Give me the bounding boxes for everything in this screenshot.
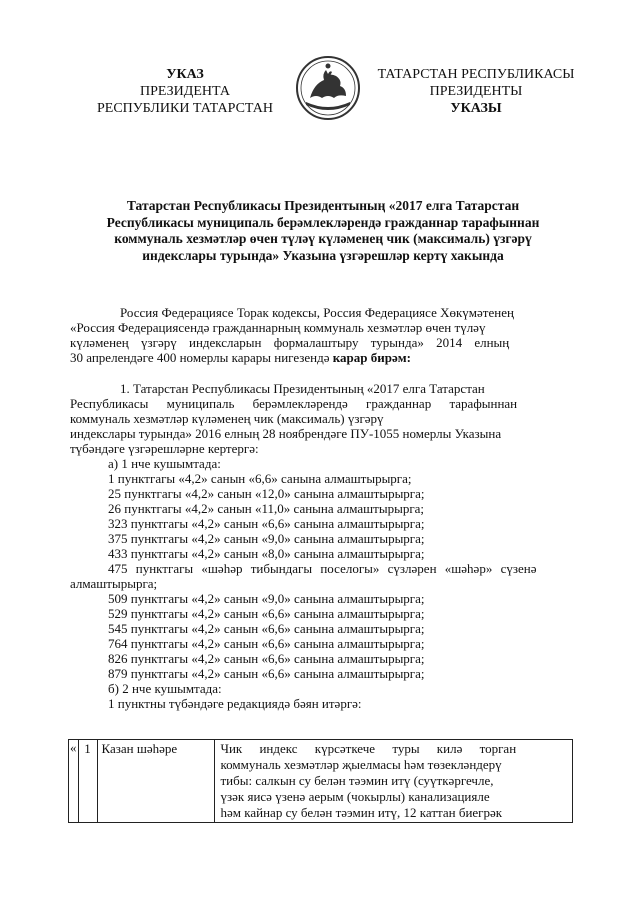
list-item: 25 пунктгагы «4,2» санын «12,0» санына алмаштырырга; <box>108 486 425 501</box>
header-left-line: ПРЕЗИДЕНТА <box>140 84 230 99</box>
table-cell-description <box>214 740 573 823</box>
subsection-heading: а) 1 нче кушымтада: <box>108 456 221 471</box>
title-line: Татарстан Республикасы Президентының «2017 елга Татарстан <box>126 198 520 213</box>
preamble-line: 30 апрелендәге 400 номерлы карары нигезендә <box>70 350 330 365</box>
header-right-line: УКАЗЫ <box>450 101 502 116</box>
title-line: Республикасы муниципаль берәмлекләрендә гражданнар тарафыннан <box>106 214 540 230</box>
table-row <box>69 740 573 823</box>
main-line: коммуналь хезмәтләр күләменең чик (максималь) үзгәрү <box>70 411 384 426</box>
list-item: 433 пунктгагы «4,2» санын «8,0» санына алмаштырырга; <box>108 546 425 561</box>
list-item: 826 пунктгагы «4,2» санын «6,6» санына алмаштырырга; <box>108 651 425 666</box>
list-item: 475 пунктгагы «шәһәр тибындагы поселогы» сүзләрен «шәһәр» сүзенә <box>108 561 537 576</box>
list-item: 323 пунктгагы «4,2» санын «6,6» санына алмаштырырга; <box>108 516 425 531</box>
preamble-line-last <box>70 350 576 365</box>
subsection-heading: б) 2 нче кушымтада: <box>108 681 222 696</box>
list-item: 1 пунктны түбәндәге редакциядә бәян итәргә: <box>108 696 362 711</box>
header-right-line: ТАТАРСТАН РЕСПУБЛИКАСЫ <box>377 67 575 82</box>
main-body <box>70 381 576 711</box>
title-line: индекслары турында» Указына үзгәрешләр кертү хакында <box>142 247 504 263</box>
main-line: 1. Татарстан Республикасы Президентының «2017 елга Татарстан <box>120 381 485 396</box>
table-open-quote: « <box>69 740 79 823</box>
list-item: 26 пунктгагы «4,2» санын «11,0» санына алмаштырырга; <box>108 501 425 516</box>
title-line: коммуналь хезмәтләр өчен түләү күләменең чик (максималь) үзгәрү <box>114 231 532 246</box>
preamble-line: күләменең үзгәрү индексларын формалаштыру турында» 2014 елның <box>70 335 510 350</box>
list-item: 1 пунктгагы «4,2» санын «6,6» санына алмаштырырга; <box>108 471 412 486</box>
desc-line: үзәк яисә үзенә аерым (чокырлы) канализацияле <box>220 789 490 804</box>
main-line: түбәндәге үзгәрешләрне кертергә: <box>70 441 259 456</box>
document-title <box>70 198 576 264</box>
table-cell-city: Казан шәһәре <box>97 740 214 823</box>
list-item: 529 пунктгагы «4,2» санын «6,6» санына алмаштырырга; <box>108 606 425 621</box>
header-left-line: УКАЗ <box>166 67 204 82</box>
list-item: 764 пунктгагы «4,2» санын «6,6» санына алмаштырырга; <box>108 636 425 651</box>
list-item: 879 пунктгагы «4,2» санын «6,6» санына алмаштырырга; <box>108 666 425 681</box>
desc-line: тибы: салкын су белән тәэмин итү (суүткәргечле, <box>220 773 494 788</box>
list-item: 545 пунктгагы «4,2» санын «6,6» санына алмаштырырга; <box>108 621 425 636</box>
list-item: 375 пунктгагы «4,2» санын «9,0» санына алмаштырырга; <box>108 531 425 546</box>
header-left <box>86 66 284 117</box>
list-item-continuation: алмаштырырга; <box>70 576 158 591</box>
preamble-line: Россия Федерациясе Торак кодексы, Россия Федерациясе Хөкүмәтенең <box>120 305 514 320</box>
header-right <box>370 66 582 117</box>
table-cell-number: 1 <box>78 740 97 823</box>
coat-of-arms-icon <box>294 54 362 122</box>
main-line: индекслары турында» 2016 елның 28 ноябрендәге ПУ-1055 номерлы Указына <box>70 426 502 441</box>
desc-line: коммуналь хезмәтләр җыелмасы һәм төзекләндерү <box>220 757 502 772</box>
desc-line: Чик индекс күрсәткече туры килә торган <box>220 741 517 756</box>
preamble-line: «Россия Федерациясендә гражданнарның коммуналь хезмәтләр өчен түләү <box>70 320 486 335</box>
desc-line: һәм кайнар су белән тәэмин итү, 12 каттан биегрәк <box>220 805 503 820</box>
header-left-line: РЕСПУБЛИКИ ТАТАРСТАН <box>96 101 273 116</box>
appendix-table <box>68 739 573 823</box>
decree-phrase: карар бирәм: <box>332 350 411 365</box>
preamble-paragraph <box>70 305 576 365</box>
main-line: Республикасы муниципаль берәмлекләрендә гражданнар тарафыннан <box>70 396 518 411</box>
list-item: 509 пунктгагы «4,2» санын «9,0» санына алмаштырырга; <box>108 591 425 606</box>
header-right-line: ПРЕЗИДЕНТЫ <box>429 84 523 99</box>
